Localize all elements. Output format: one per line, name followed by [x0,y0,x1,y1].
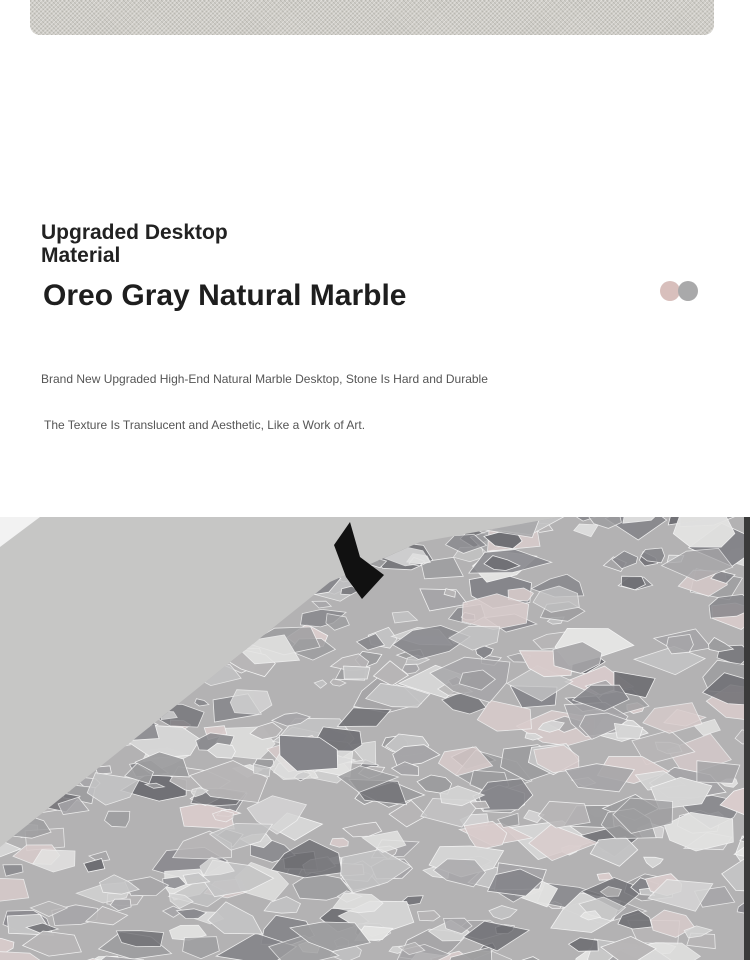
marble-chip [697,761,740,784]
fabric-texture-image [30,0,714,35]
marble-texture [0,517,750,960]
description-line-1: Brand New Upgraded High-End Natural Marble Desktop, Stone Is Hard and Durable [41,372,488,386]
color-swatches [660,281,700,303]
marble-chip [667,634,694,653]
swatch-pink[interactable] [660,281,680,301]
right-edge [744,517,750,960]
marble-tabletop-photo [0,517,750,960]
marble-chip [344,666,370,679]
product-title: Oreo Gray Natural Marble [43,279,407,312]
marble-chip [0,878,29,901]
section-subtitle: Upgraded Desktop Material [41,221,228,267]
swatch-gray[interactable] [678,281,698,301]
description-line-2: The Texture Is Translucent and Aesthetic, Like a Work of Art. [44,418,366,432]
